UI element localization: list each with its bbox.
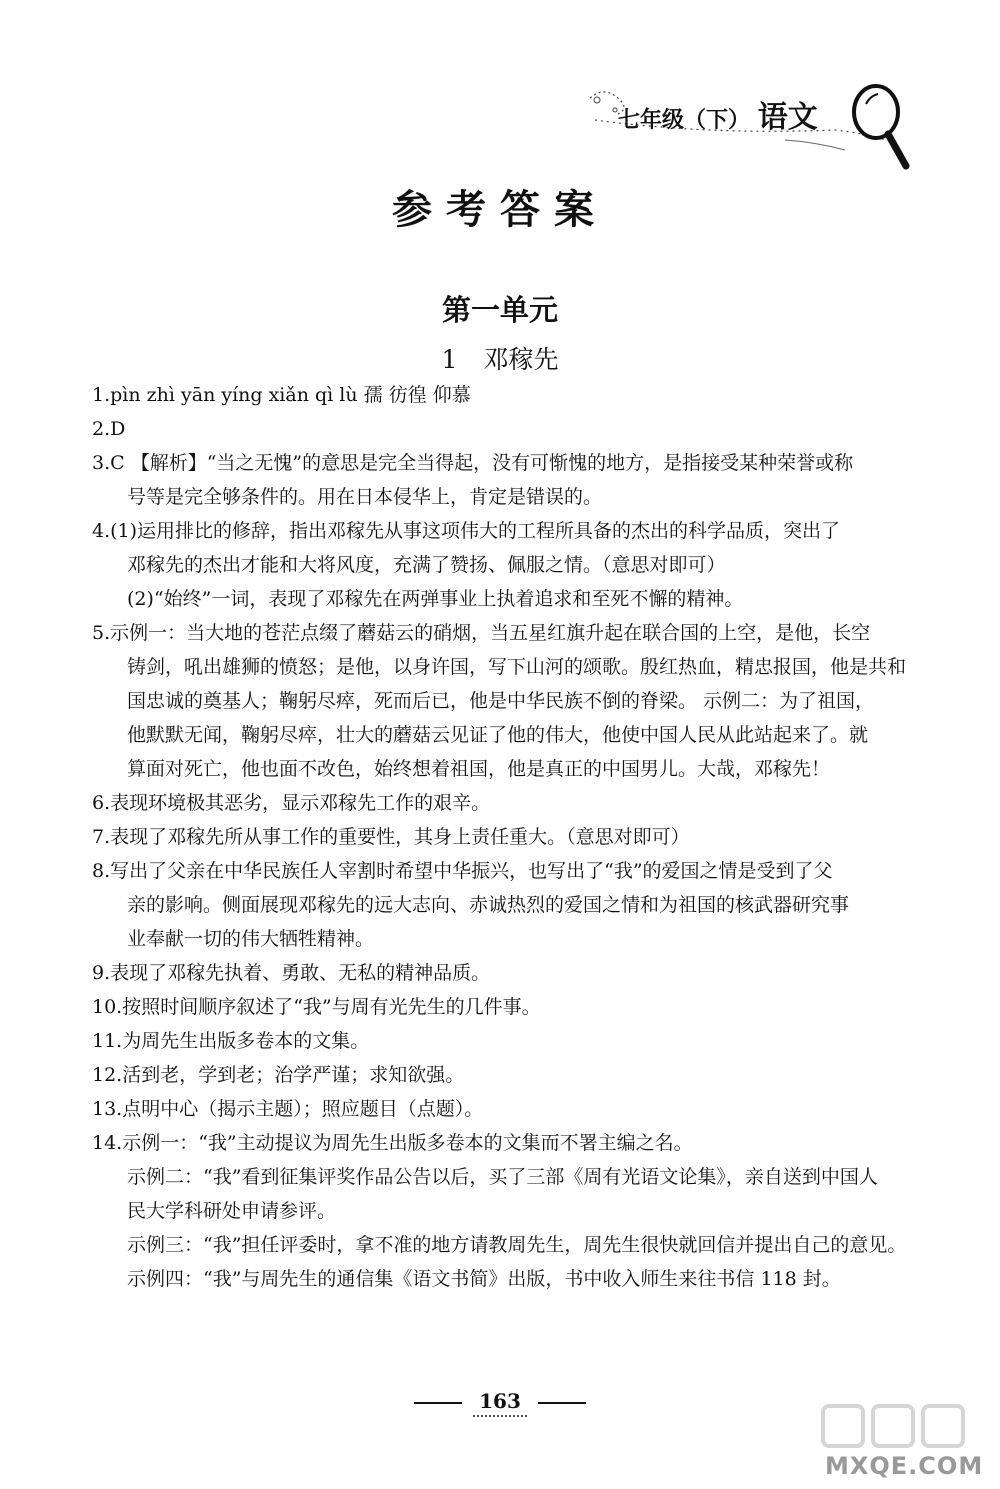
answer-line: 4.(1)运用排比的修辞，指出邓稼先从事这项伟大的工程所具备的杰出的科学品质，突出了 xyxy=(92,520,841,542)
answer-line: 铸剑，吼出雄狮的愤怒；是他，以身许国，写下山河的颂歌。殷红热血，精忠报国，他是共和 xyxy=(127,656,907,678)
answer-line: 13.点明中心（揭示主题）；照应题目（点题）。 xyxy=(92,1098,484,1120)
lesson-name: 邓稼先 xyxy=(483,345,559,374)
answer-line: 7.表现了邓稼先所从事工作的重要性，其身上责任重大。（意思对即可） xyxy=(92,826,690,848)
watermark-text: MXQE.COM xyxy=(825,1452,984,1480)
answer-line: 邓稼先的杰出才能和大将风度，充满了赞扬、佩服之情。（意思对即可） xyxy=(127,554,726,576)
magnifier-icon xyxy=(848,78,918,173)
answer-line: 9.表现了邓稼先执着、勇敢、无私的精神品质。 xyxy=(92,962,491,984)
answer-list xyxy=(92,378,937,1296)
page-number: 163 xyxy=(473,1387,527,1417)
unit-title: 第一单元 xyxy=(441,293,558,327)
answer-line: 示例二：“我”看到征集评奖作品公告以后，买了三部《周有光语文论集》，亲自送到中国人 xyxy=(127,1166,878,1188)
answer-line: 示例三：“我”担任评委时，拿不准的地方请教周先生，周先生很快就回信并提出自己的意见。 xyxy=(127,1234,907,1256)
answer-line: 号等是完全够条件的。用在日本侵华上，肯定是错误的。 xyxy=(127,486,603,508)
answer-line: 亲的影响。侧面展现邓稼先的远大志向、赤诚热烈的爱国之情和为祖国的核武器研究事 xyxy=(127,894,850,916)
answer-line: 他默默无闻，鞠躬尽瘁，壮大的蘑菇云见证了他的伟大，他使中国人民从此站起来了。就 xyxy=(127,724,869,746)
lesson-title xyxy=(0,340,1000,376)
answer-line: 11.为周先生出版多卷本的文集。 xyxy=(92,1030,370,1052)
answer-line: 算面对死亡，他也面不改色，始终想着祖国，他是真正的中国男儿。大哉，邓稼先！ xyxy=(127,758,831,780)
answer-line: 业奉献一切的伟大牺牲精神。 xyxy=(127,928,375,950)
answer-line: (2)“始终”一词，表现了邓稼先在两弹事业上执着追求和至死不懈的精神。 xyxy=(127,588,744,610)
footer-rule-right xyxy=(538,1402,586,1404)
answer-line: 民大学科研处申请参评。 xyxy=(127,1200,337,1222)
answer-line: 8.写出了父亲在中华民族任人宰割时希望中华振兴，也写出了“我”的爱国之情是受到了父 xyxy=(92,860,833,882)
answer-line: 3.C 【解析】“当之无愧”的意思是完全当得起，没有可惭愧的地方，是指接受某种荣誉或称 xyxy=(92,452,854,474)
answer-line: 14.示例一：“我”主动提议为周先生出版多卷本的文集而不署主编之名。 xyxy=(92,1132,693,1154)
header-grade: 七年级（下） xyxy=(618,108,751,133)
answer-line: 5.示例一：当大地的苍茫点缀了蘑菇云的硝烟，当五星红旗升起在联合国的上空，是他，长空 xyxy=(92,622,871,644)
answer-line: 示例四：“我”与周先生的通信集《语文书简》出版，书中收入师生来往书信 118 封。 xyxy=(127,1268,841,1290)
answer-line: 国忠诚的奠基人；鞠躬尽瘁，死而后已，他是中华民族不倒的脊梁。 示例二：为了祖国， xyxy=(127,690,875,712)
answer-line: 2.D xyxy=(92,418,126,440)
answer-line: 6.表现环境极其恶劣，显示邓稼先工作的艰辛。 xyxy=(92,792,491,814)
footer-rule-left xyxy=(414,1402,462,1404)
lesson-number: 1 xyxy=(441,345,458,374)
header-subject: 语文 xyxy=(757,100,818,135)
book-header xyxy=(618,92,818,136)
answer-line: 12.活到老，学到老；治学严谨；求知欲强。 xyxy=(92,1064,465,1086)
answer-line: 10.按照时间顺序叙述了“我”与周有光先生的几件事。 xyxy=(92,996,541,1018)
page-title: 参考答案 xyxy=(392,187,608,233)
answer-line: 1.pìn zhì yān yíng xiǎn qì lù 孺 彷徨 仰慕 xyxy=(92,384,471,406)
